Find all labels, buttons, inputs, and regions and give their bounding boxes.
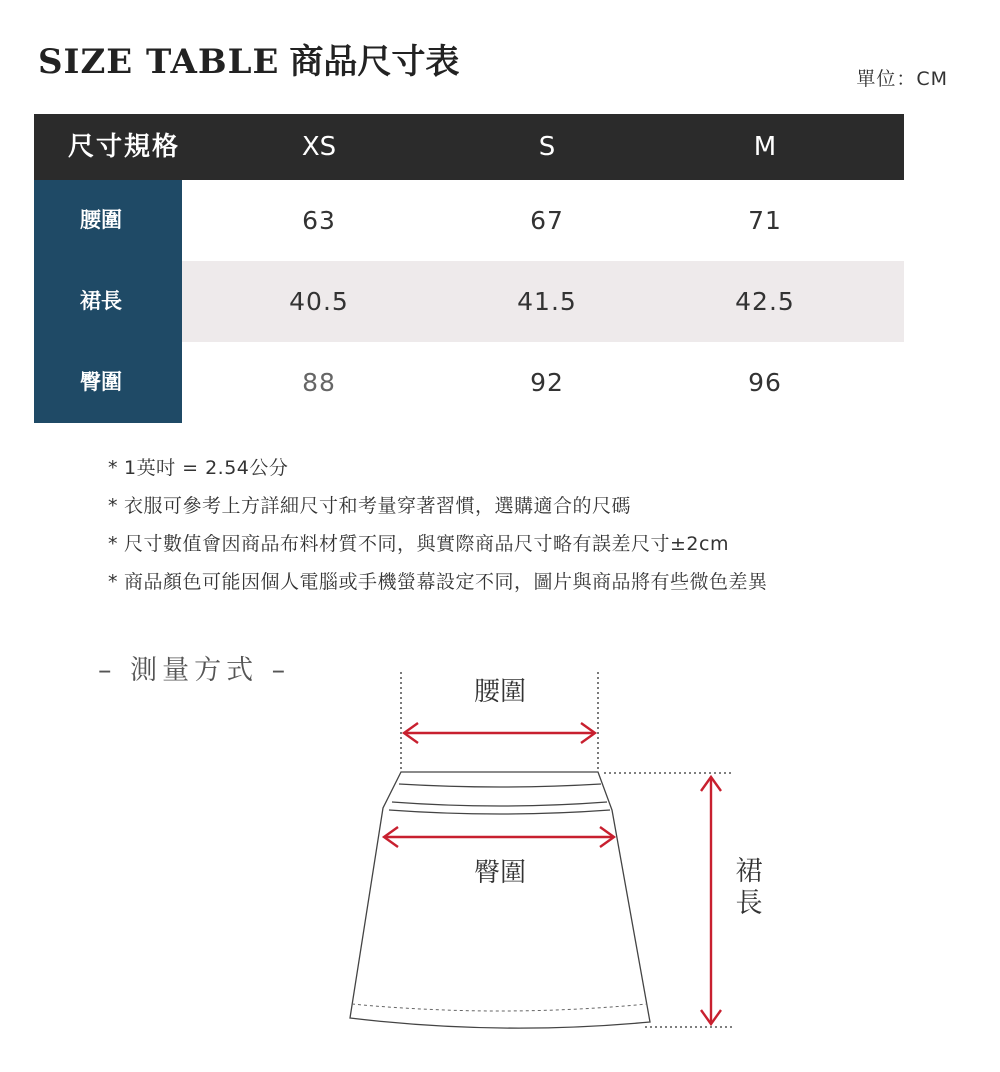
title-chinese: 商品尺寸表 bbox=[289, 42, 460, 82]
table-cell: 41.5 bbox=[517, 287, 577, 316]
note-item: * 衣服可參考上方詳細尺寸和考量穿著習慣，選購適合的尺碼 bbox=[108, 495, 632, 517]
table-cell: 63 bbox=[302, 206, 336, 235]
row-label: 裙長 bbox=[34, 261, 182, 342]
hip-diagram-label: 臀圍 bbox=[474, 858, 527, 888]
table-cell: 96 bbox=[748, 368, 782, 397]
table-cell: 71 bbox=[748, 206, 782, 235]
length-arrow bbox=[701, 777, 721, 1024]
note-item: * 尺寸數值會因商品布料材質不同，與實際商品尺寸略有誤差尺寸±2cm bbox=[108, 533, 729, 555]
table-cell: 42.5 bbox=[735, 287, 795, 316]
corner-label: 尺寸規格 bbox=[68, 132, 181, 162]
unit-label: 單位：CM bbox=[856, 68, 948, 90]
row-label: 腰圍 bbox=[34, 180, 182, 261]
measure-section-title: – 測量方式 – bbox=[98, 655, 291, 686]
waist-arrow bbox=[404, 723, 595, 743]
table-cell: 92 bbox=[530, 368, 564, 397]
column-header-xs: XS bbox=[301, 132, 337, 162]
column-header-s: S bbox=[538, 132, 556, 162]
note-item: * 商品顏色可能因個人電腦或手機螢幕設定不同，圖片與商品將有些微色差異 bbox=[108, 571, 768, 593]
table-cell: 88 bbox=[302, 368, 336, 397]
table-cell: 67 bbox=[530, 206, 564, 235]
row-label: 臀圍 bbox=[34, 342, 182, 423]
note-item: * 1英吋 = 2.54公分 bbox=[108, 457, 289, 479]
column-header-m: M bbox=[753, 132, 777, 162]
title-english: SIZE TABLE bbox=[38, 42, 280, 82]
waist-diagram-label: 腰圍 bbox=[474, 677, 527, 707]
length-diagram-label: 裙 長 bbox=[735, 856, 763, 919]
table-cell: 40.5 bbox=[289, 287, 349, 316]
